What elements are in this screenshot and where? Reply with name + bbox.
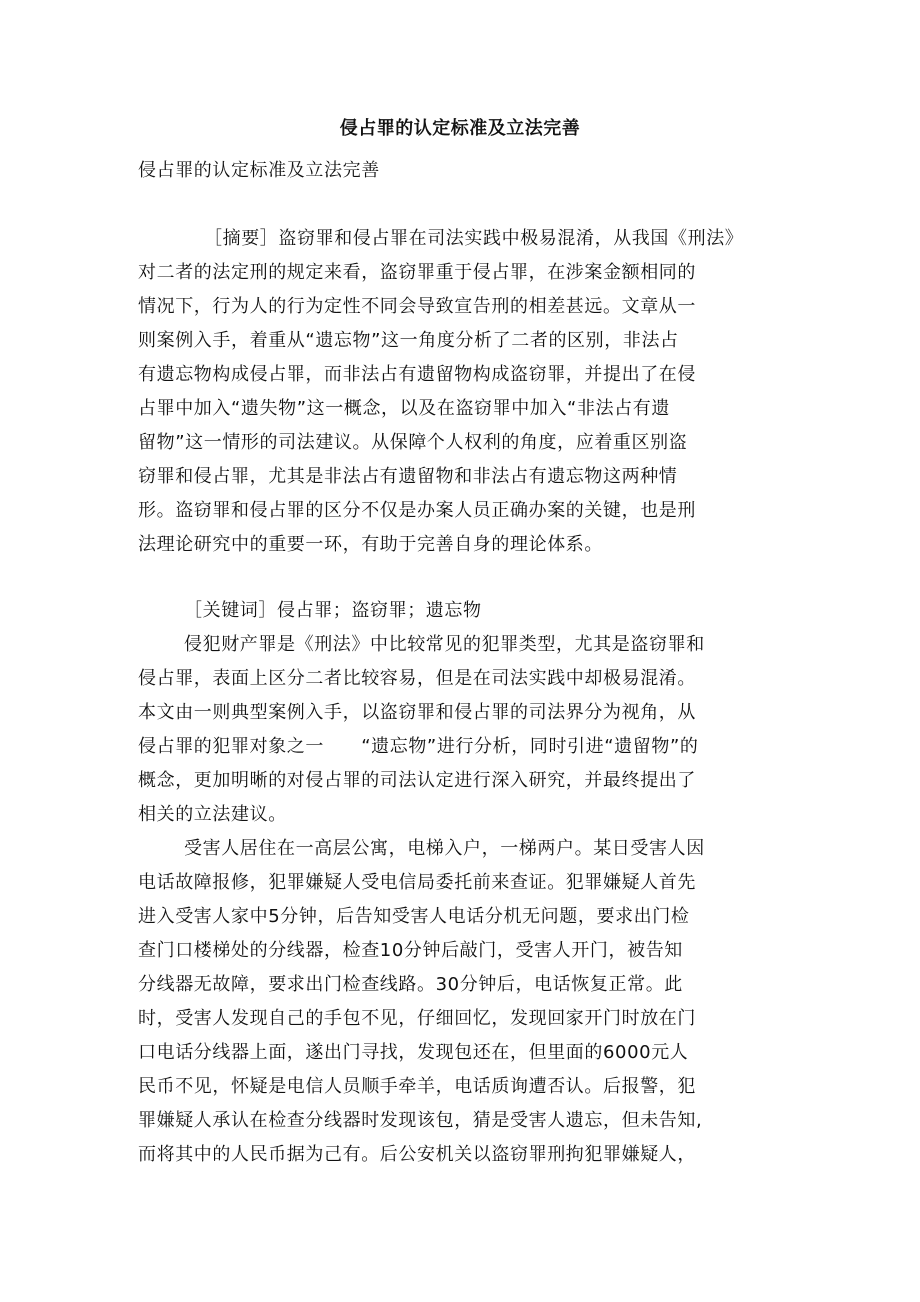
case-line: 而将其中的人民币据为己有。后公安机关以盗窃罪刑拘犯罪嫌疑人， bbox=[138, 1144, 696, 1165]
abstract-line: 则案例入手，着重从“遗忘物”这一角度分析了二者的区别，非法占 bbox=[138, 330, 679, 351]
intro-line: 侵占罪，表面上区分二者比较容易，但是在司法实践中却极易混淆。 bbox=[138, 668, 696, 689]
intro-line: 本文由一则典型案例入手，以盗窃罪和侵占罪的司法界分为视角，从 bbox=[138, 702, 696, 723]
intro-line: 概念，更加明晰的对侵占罪的司法认定进行深入研究，并最终提出了 bbox=[138, 770, 696, 791]
abstract-line: 情况下，行为人的行为定性不同会导致宣告刑的相差甚远。文章从一 bbox=[138, 296, 696, 317]
case-line: 进入受害人家中5分钟，后告知受害人电话分机无问题，要求出门检 bbox=[138, 906, 690, 927]
abstract-line: 法理论研究中的重要一环，有助于完善自身的理论体系。 bbox=[138, 534, 603, 555]
abstract-line: 留物”这一情形的司法建议。从保障个人权利的角度，应着重区别盗 bbox=[138, 432, 688, 453]
abstract-line: 窃罪和侵占罪，尤其是非法占有遗留物和非法占有遗忘物这两种情 bbox=[138, 466, 678, 487]
abstract-line: ［摘要］盗窃罪和侵占罪在司法实践中极易混淆，从我国《刑法》 bbox=[204, 228, 744, 249]
case-line: 电话故障报修，犯罪嫌疑人受电信局委托前来查证。犯罪嫌疑人首先 bbox=[138, 872, 696, 893]
case-line: 时，受害人发现自己的手包不见，仔细回忆，发现回家开门时放在门 bbox=[138, 1008, 696, 1029]
case-line: 分线器无故障，要求出门检查线路。30分钟后，电话恢复正常。此 bbox=[138, 974, 683, 995]
case-line: 查门口楼梯处的分线器，检查10分钟后敲门，受害人开门，被告知 bbox=[138, 940, 683, 961]
abstract-line: 形。盗窃罪和侵占罪的区分不仅是办案人员正确办案的关键，也是刑 bbox=[138, 500, 696, 521]
case-line: 口电话分线器上面，遂出门寻找，发现包还在，但里面的6000元人 bbox=[138, 1042, 689, 1063]
case-line: 受害人居住在一高层公寓，电梯入户，一梯两户。某日受害人因 bbox=[184, 838, 705, 859]
case-line: 罪嫌疑人承认在检查分线器时发现该包，猜是受害人遗忘，但未告知, bbox=[138, 1110, 703, 1131]
document-title: 侵占罪的认定标准及立法完善 bbox=[339, 118, 581, 139]
case-line: 民币不见，怀疑是电信人员顺手牵羊，电话质询遭否认。后报警，犯 bbox=[138, 1076, 696, 1097]
keywords-line: ［关键词］侵占罪；盗窃罪；遗忘物 bbox=[184, 600, 482, 621]
abstract-line: 有遗忘物构成侵占罪，而非法占有遗留物构成盗窃罪，并提出了在侵 bbox=[138, 364, 696, 385]
intro-line: 相关的立法建议。 bbox=[138, 804, 287, 825]
document-subtitle: 侵占罪的认定标准及立法完善 bbox=[138, 160, 380, 181]
intro-line: 侵犯财产罪是《刑法》中比较常见的犯罪类型，尤其是盗窃罪和 bbox=[184, 634, 705, 655]
abstract-line: 占罪中加入“遗失物”这一概念，以及在盗窃罪中加入“非法占有遗 bbox=[138, 398, 670, 419]
abstract-line: 对二者的法定刑的规定来看，盗窃罪重于侵占罪，在涉案金额相同的 bbox=[138, 262, 696, 283]
intro-line: 侵占罪的犯罪对象之一 “遗忘物”进行分析，同时引进“遗留物”的 bbox=[138, 736, 699, 757]
